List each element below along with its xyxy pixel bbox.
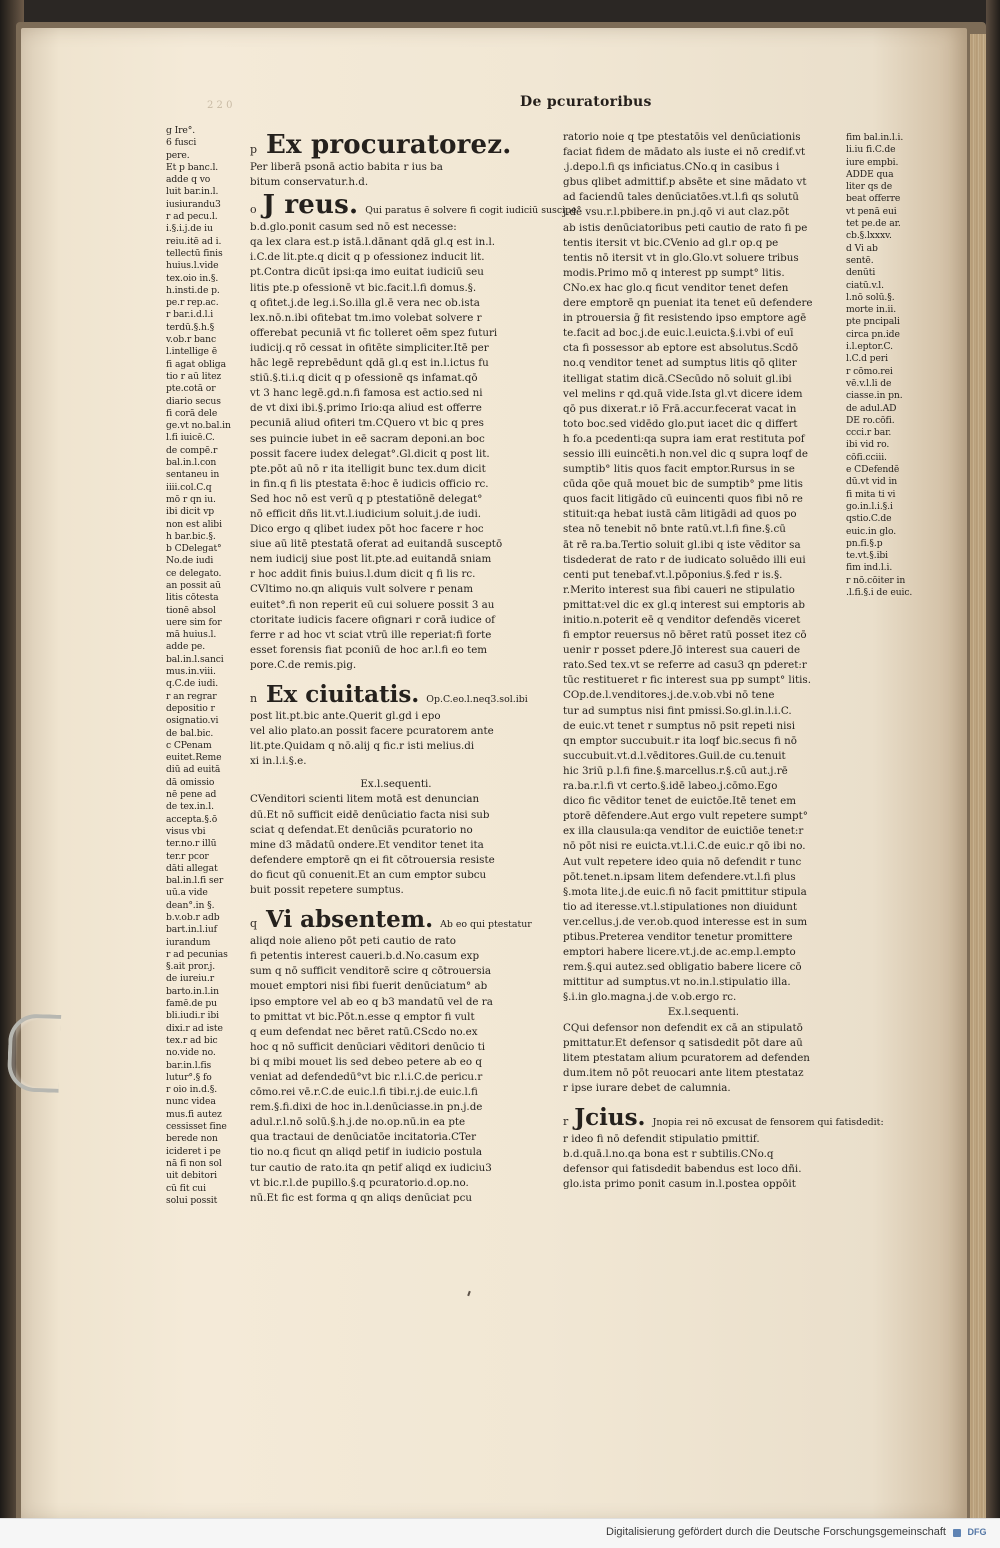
text-line: Dico ergo q qlibet iudex pōt hoc facere r hoc [250,523,484,536]
text-line: succubuit.vt.d.l.vēditores.Guil.de cu.tenuit [563,749,786,762]
spacer [250,673,542,681]
text-line: post lit.pt.bic ante.Querit gl.gd i epo [250,710,441,722]
text-line: faciat fidem de mādato als iuste ei nō credif.vt [563,146,806,159]
spacer [563,1096,844,1104]
text-line: qstio.C.de [846,513,892,525]
text-line: dixi.r ad iste [166,1022,223,1034]
text-line: adde q vo [166,174,211,186]
text-line: mā huius.l. [166,629,217,641]
text-line: de compē.r [166,444,218,456]
text-line: diū ad euitā [166,764,221,776]
text-line: vel melins r qd.quā vide.Ista gl.vt dicere idem [563,387,803,400]
text-line: No.de iudi [166,555,214,567]
text-line: cb.§.lxxxv. [846,230,892,242]
text-line: glo.ista primo ponit casum in.l.postea oppōit [563,1178,796,1191]
text-line: bal.in.l.sanci [166,653,224,665]
text-line: ptibus.Preterea venditor tenetur promittere [563,930,793,943]
rubric-tail: Ab eo qui ptestatur [440,919,532,931]
text-line: de tex.in.l. [166,801,214,813]
text-line: bitum conservatur.h.d. [250,176,369,189]
text-line: itelligat statim dicā.CSecūdo nō soluit gl.ibi [563,372,792,385]
text-line: tex.r ad bic [166,1034,218,1046]
text-line: litis cōtesta [166,592,219,604]
text-line: dā omissio [166,776,215,788]
text-line: r an regrar [166,690,217,702]
text-line: bal.in.l.fi ser [166,875,224,887]
right-marginal-gloss [846,132,912,752]
text-line: cōmo.rei vē.r.C.de euic.l.fi tibi.r.j.de euic.l.fi [250,1086,478,1099]
text-line: dum.item nō pōt reuocari ante litem ptestataz [563,1066,804,1079]
text-line: r.Merito interest sua fibi caueri ne stipulatio [563,583,795,596]
text-line: r nō.cōiter in [846,574,906,586]
section-marker: o [250,203,257,217]
text-line: stituit:qa hebat iustā cām litigādi ad quos po [563,508,797,521]
rubric-title: Ex procuratorez. [266,130,512,160]
text-line: luit bar.in.l. [166,186,219,198]
text-line: nū.Et fic est forma q qn aliqs denūciat pcu [250,1191,473,1204]
text-block [563,1021,844,1096]
rubric-ex-procuratorez [250,130,542,160]
text-line: non est alibi [166,518,222,530]
text-line: rato.Sed tex.vt se referre ad casu3 qn pderet:r [563,659,807,672]
text-block [563,130,844,1005]
text-line: pe.r rep.ac. [166,297,219,309]
text-line: adul.r.l.nō solū.§.h.j.de no.op.nū.in ea pte [250,1116,466,1129]
text-line: ferre r ad hoc vt sciat vtrū ille reperiat:fi forte [250,628,492,641]
text-line: sciat q defendat.Et denūciās pcuratorio no [250,823,473,836]
text-line: uenir r posset pdere.Jō interest sua caueri de [563,644,801,657]
text-line: tellectū finis [166,247,223,259]
text-line: pōt.tenet.n.ipsam litem defendere.vt.l.fi plus [563,870,796,883]
text-line: fi emptor reuersus nō bēret ratū posset itez cō [563,629,807,642]
text-line: vt 3 hanc legē.gd.n.fi famosa est actio.sed ni [250,387,483,400]
text-line: i.l.eptor.C. [846,341,893,353]
section-marker: n [250,692,258,705]
text-line: pmittatur.Et defensor q satisdedit pōt dare aū [563,1036,803,1049]
text-line: i.C.de lit.pte.q dicit q p ofessionez inducit lit. [250,251,485,264]
text-line: ab istis denūciatoribus peti cautio de rato fi pe [563,221,808,234]
text-line: ad faciendū tales denūciatōes.vt.l.fi qs solutū [563,191,799,204]
section-marker: r [563,1115,569,1128]
text-line: q eum defendat nec bēret ratū.CScdo no.ex [250,1025,478,1038]
text-line: mouet emptori nisi fibi fuerit denūciatum° ab [250,980,488,993]
clip-icon [7,1013,62,1093]
text-line: reiu.itē ad i. [166,235,222,247]
text-line: sessio illi euincēti.h non.vel dic q supra loqf de [563,447,808,460]
text-line: solui possit [166,1194,218,1206]
text-line: initio.n.poterit eē q venditor defendēs viceret [563,614,801,626]
text-block [250,792,542,898]
text-line: r oio in.d.§. [166,1084,218,1096]
text-line: l.nō solū.§. [846,291,895,303]
text-line: h bar.bic.§. [166,530,216,542]
text-line: COp.de.l.venditores.j.de.v.ob.vbi nō tene [563,689,775,702]
text-line: fi corā dele [166,407,218,419]
text-line: r ad pecunias [166,948,228,960]
rubric-vi-absentem [250,906,542,934]
spacer [250,769,542,777]
text-line: centi put tenebaf.vt.l.pōponius.§.fed r is.§. [563,568,783,581]
text-line: emptori habere licere.vt.j.de ac.emp.l.empto [563,946,796,959]
text-line: tur cautio de rato.ita qn petif aliqd ex iudiciu3 [250,1161,492,1174]
text-line: sentaneu in [166,469,220,481]
text-line: hoc q nō sufficit denūciari vēditori denūcio ti [250,1040,486,1053]
text-line: qn emptor succubuit.r ita loqf bic.secus fi nō [563,734,797,747]
text-line: j.de vsu.r.l.pbibere.in pn.j.qō vi aut claz.pōt [563,206,790,219]
section-marker: p [250,143,258,156]
text-line: 6 fusci [166,137,197,149]
text-line: nā fi non sol [166,1157,222,1169]
text-line: cōfi.cciii. [846,451,887,463]
text-line: fi petentis interest caueri.b.d.No.casum exp [250,950,480,963]
text-line: iiii.col.C.q [166,481,212,493]
faint-folio-number: 2 2 0 [207,100,233,111]
text-line: hāc legē reprebēdunt qdā gl.q est in.l.ictus fu [250,357,489,370]
text-block [563,1132,844,1192]
text-line: bi q mibi mouet lis sed debeo petere ab eo q [250,1055,482,1068]
text-line: tio ad iteresse.vt.l.stipulationes non diuidunt [563,900,797,913]
text-line: nunc videa [166,1096,216,1108]
text-line: b.d.quā.l.no.qa bona est r subtilis.CNo.q [563,1148,774,1161]
text-line: ratorio noie q tpe ptestatōis vel denūciationis [563,131,801,143]
text-line: āt rē ra.ba.Tertio soluit gl.ibi q iste vēditor sa [563,538,801,551]
text-line: xi in.l.i.§.e. [250,755,307,768]
text-line: denūti [846,267,876,279]
text-line: possit facere iudex delegat°.Gl.dicit q post lit. [250,447,490,460]
text-line: r ipse iurare debet de calumnia. [563,1081,731,1094]
text-line: Aut vult repetere ideo quia nō defendit r tunc [563,855,802,868]
text-line: diario secus [166,395,221,407]
text-line: d Vi ab [846,242,878,254]
book-binding-edge [986,0,1000,1548]
text-line: dico fic vēditor tenet de euictōe.Itē tenet em [563,795,796,808]
text-line: siue aū litē ptestatā oferat ad euitandā susceptō [250,538,503,551]
rubric-tail: Jnopia rei nō excusat de fensorem qui fatisdedit: [652,1117,884,1128]
text-line: pore.C.de remis.pig. [250,658,357,671]
text-line: l.C.d peri [846,353,888,365]
text-line: mine d3 mādatū ondere.Et venditor tenet ita [250,838,484,851]
rubric-icius [563,1104,884,1132]
text-line: de iureiu.r [166,973,214,985]
text-line: iudicij.q rō cessat in ofitēte simpliciter.Itē per [250,341,489,354]
text-line: euitet.Reme [166,752,222,764]
text-line: nō efficit dñs lit.vt.l.iudicium soluit.j.de iudi. [250,507,482,520]
text-line: r ad pecu.l. [166,211,218,223]
text-line: de vt dixi ibi.§.primo Irio:qa aliud est offerre [250,402,482,415]
text-line: dū.Et nō sufficit eidē denūciatio facta nisi sub [250,808,490,821]
text-block [250,160,542,190]
text-line: stiū.§.ti.i.q dicit q p ofessionē qs infamat.qō [250,372,478,385]
text-line: DE ro.cōfi. [846,414,895,426]
text-line: dū.vt vid in [846,476,898,488]
text-line: lex.nō.n.ibi ofitebat tm.imo volebat solvere r [250,311,482,324]
text-line: lit.pte.Quidam q nō.alij q fic.r isti melius.di [250,740,475,753]
text-line: ver.cellus.j.de ver.ob.quod interesse est in sum [563,915,808,928]
text-line: pmittat:vel dic ex gl.q interest sui emptoris ab [563,598,805,611]
rubric-title: Ex ciuitatis. [266,681,420,708]
text-line: b.d.glo.ponit casum sed nō est necesse: [250,221,457,234]
text-line: huius.l.vide [166,260,219,272]
text-line: tur ad sumptus nisi fint pmissi.So.gl.in.l.i.C. [563,704,792,717]
text-line: beat offerre [846,193,901,205]
text-line: famē.de pu [166,998,217,1010]
text-line: ciasse.in pn. [846,390,903,402]
text-line: in fin.q fi lis ptestata ē:hoc ē iudicis officio rc. [250,477,489,490]
text-line: terdū.§.h.§ [166,321,215,333]
text-line: bar.in.l.fis [166,1059,212,1071]
text-line: defendere emptorē qn ei fit cōtrouersia resiste [250,853,495,866]
text-line: nō pōt nisi re euicta.vt.l.i.C.de euic.r qō ibi no. [563,840,806,853]
text-line: Et p banc.l. [166,161,219,173]
text-line: vē.v.l.li de [846,377,892,389]
text-line: icideret i pe [166,1145,221,1157]
text-line: c CPenam [166,739,212,751]
text-line: tio r aū litez [166,370,222,382]
text-line: in ptrouersia ḡ fit resistendo ipso emptore agē [563,312,807,325]
text-line: de bal.bic. [166,727,214,739]
text-line: vel alio plato.an possit facere pcuratorem ante [250,725,494,738]
text-line: te.vt.§.ibi [846,550,889,562]
text-line: an possit aū [166,579,221,591]
text-line: uit debitori [166,1170,217,1182]
text-line: qō pus dixerat.r iō Frā.accur.fecerat vacat in [563,402,797,415]
text-line: tūc restitueret r fic interest sua pp sumpt° litis. [563,674,811,687]
text-line: r cōmo.rei [846,365,893,377]
text-line: visus vbi [166,825,206,837]
text-line: dāti allegat [166,862,218,874]
text-line: pte pncipali [846,316,900,328]
text-line: tentis itersit vt bic.CVenio ad gl.r op.q pe [563,236,779,249]
text-line: §.i.in glo.magna.j.de v.ob.ergo rc. [563,991,737,1004]
text-line: quos facit litigādo cū euincenti quos fibi nō re [563,493,803,506]
text-line: veniat ad defendedū°vt bic r.l.i.C.de pericu.r [250,1070,483,1083]
text-line: .l.fi.§.i de euic. [846,586,913,598]
text-line: b CDelegat° [166,543,222,555]
text-line: ge.vt no.bal.in [166,420,231,432]
text-block [250,709,542,769]
text-line: q.C.de iudi. [166,678,219,690]
rubric-title: J reus. [262,190,359,221]
text-block [250,934,542,1206]
rubric-title: Vi absentem. [266,906,434,934]
text-line: ra.ba.r.l.fi vt certo.§.idē labeo.j.cōmo.Ego [563,780,778,793]
text-line: pn.fi.§.p [846,537,883,549]
text-line: l.intellige ē [166,346,218,358]
text-line: circa pn.ide [846,328,900,340]
text-line: CVltimo no.qn aliquis vult solvere r penam [250,583,474,596]
rubric-j-reus [250,190,582,221]
text-block [250,220,542,673]
text-line: fim bal.in.l.i. [846,132,904,143]
text-line: uere sim for [166,616,222,628]
text-line: .j.depo.l.fi qs inficiatus.CNo.q in casibus i [563,161,780,174]
text-line: go.in.l.i.§.i [846,500,893,512]
text-line: ibi vid ro. [846,439,890,451]
text-line: pte.cotā or [166,383,216,395]
text-line: euic.in glo. [846,525,897,537]
text-line: ccci.r bar. [846,427,892,439]
text-line: l.fi iuicē.C. [166,432,215,444]
text-line: aliqd noie alieno pōt peti cautio de rato [250,935,456,948]
text-line: r bar.i.d.l.i [166,309,214,321]
text-line: dean°.in §. [166,899,215,911]
dfg-logo: DFG [967,1527,987,1537]
section-heading: Ex.l.sequenti. [667,1006,740,1019]
text-line: tex.oio in.§. [166,272,219,284]
text-line: Sed hoc nō est verū q p ptestatiōnē delegat° [250,492,483,505]
text-line: ce delegato. [166,567,222,579]
text-line: i.§.i.j.de iu [166,223,213,235]
text-line: gbus qlibet admittif.p absēte et sine mādato vt [563,176,807,189]
text-line: euitet°.fi non reperit eū cui soluere possit 3 au [250,598,495,611]
text-line: accepta.§.ō [166,813,218,825]
text-line: rem.§.qui autez.sed obligatio babere licere cō [563,961,802,974]
text-line: ADDE qua [846,168,894,180]
text-line: h.insti.de p. [166,284,220,296]
text-line: ter.r pcor [166,850,209,862]
text-line: morte in.ii. [846,304,897,316]
text-line: fim ind.l.i. [846,562,893,574]
text-line: iusiurandu3 [166,198,221,210]
text-line: stea nō tenebit nō bnte ratū.vt.l.fi fine.§.cū [563,523,786,536]
text-line: ctoritate iudicis facere ofignari r corā iudice of [250,613,495,626]
text-line: litem ptestatam alium pcuratorem ad defenden [563,1051,810,1064]
text-line: CVenditori scienti litem motā est denuncian [250,793,480,806]
text-line: lutur°.§ fo [166,1071,212,1083]
rubric-tail: Op.C.eo.l.neq3.sol.ibi [426,694,528,705]
text-line: mō r qn iu. [166,493,216,505]
text-line: ipso emptore vel ab eo q b3 mandatū vel de ra [250,995,493,1008]
text-line: pere. [166,149,190,161]
text-line: qa lex clara est.p istā.l.dānant qdā gl.q est in.l. [250,236,496,249]
text-line: no.vide no. [166,1047,216,1059]
text-line: nē pene ad [166,789,217,801]
text-line: nem iudicij siue post lit.pte.ad euitandā sniam [250,553,492,566]
text-line: cū fit cui [166,1182,206,1194]
text-line: osignatio.vi [166,715,219,727]
text-line: §.mota lite.j.de euic.fi nō facit pmittitur stipula [563,885,807,898]
text-line: CNo.ex hac glo.q ficut venditor tenet defen [563,281,789,294]
text-line: hic 3riū p.l.fi fine.§.marcellus.r.§.cū aut.j.rē [563,764,788,777]
left-marginal-gloss [166,125,236,1215]
text-line: g Ire°. [166,125,196,136]
text-line: v.ob.r banc [166,334,216,346]
text-line: vt penā eui [846,205,897,217]
text-line: berede non [166,1133,218,1145]
text-line: bli.iudi.r ibi [166,1010,219,1022]
text-line: tisdederat de rato r de iudicato soluēdo illi eui [563,553,806,566]
text-line: dere emptorē qn pueniat ita tenet eū defendere [563,297,813,310]
running-head: De pcuratoribus [520,94,652,110]
text-line: pte.pōt aū nō r ita itelligit bunc tex.dum dicit [250,462,486,475]
text-line: §.ait pror.j. [166,961,216,973]
text-line: pecuniā aliud ofiteri tm.CQuero vt bic q pres [250,417,484,430]
text-line: pt.Contra dicūt ipsi:qa imo euitat iudiciū seu [250,266,484,279]
rubric-tail: Qui paratus ē solvere fi cogit iudiciū suscipe° [365,205,582,217]
text-line: do ficut qū conuenit.Et an cum emptor subcu [250,868,487,881]
text-line: tio no.q ficut qn aliqd petif in iudicio postula [250,1146,483,1159]
text-line: b.v.ob.r adb [166,912,220,923]
text-line: cta fi possessor ab eptore est absolutus.Scdō [563,342,799,355]
text-line: ptorē dēfendere.Aut ergo vult repetere sumpt° [563,810,808,823]
section-marker: q [250,917,258,931]
text-line: h fo.a pcedenti:qa supra iam erat restituta pof [563,432,805,445]
text-line: cessisset fine [166,1121,227,1133]
text-line: te.facit ad boc.j.de euic.l.euicta.§.i.vbi of euī [563,327,794,340]
text-line: tet pe.de ar. [846,218,901,230]
text-line: to pmittat vt bic.Pōt.n.esse q emptor fi vult [250,1010,475,1023]
text-line: ciatū.v.l. [846,279,884,291]
text-line: no.q venditor tenet ad sumptus litis qō qliter [563,357,797,370]
text-line: uū.a vide [166,887,208,899]
main-text-column-left [250,130,582,1275]
text-line: de euic.vt tenet r sumptus nō psit repeti nisi [563,719,795,732]
text-line: vt bic.r.l.de pupillo.§.q pcuratorio.d.op.no. [250,1176,469,1189]
rubric-ex-ciuitatis [250,681,542,709]
text-line: cūda qōe quā mouet bic de sumptib° pme litis [563,478,803,491]
text-line: bart.in.l.iuf [166,924,217,936]
text-line: tionē absol [166,604,216,616]
text-line: Per liberā psonā actio babita r ius ba [250,161,443,173]
text-line: de adul.AD [846,402,897,414]
text-line: tentis nō itersit vt in glo.Glo.vt soluere tribus [563,251,799,264]
text-line: ses puincie iubet in eē sacram deponi.an boc [250,432,485,445]
text-line: r hoc addit finis buius.l.dum dicit q fi lis rc. [250,568,476,581]
text-line: sum q nō sufficit venditorē scire q cōtrouersia [250,965,492,978]
text-line: mittitur ad sumptus.vt no.in.l.stipulatio illa. [563,976,791,989]
text-line: ex illa clausula:qa venditor de euictiōe tenet:r [563,825,804,838]
text-line: iure empbi. [846,156,899,168]
text-line: barto.in.l.in [166,985,219,997]
text-line: ter.no.r illū [166,838,217,850]
footer-credit: Digitalisierung gefördert durch die Deutsche Forschungsgemeinschaft [606,1526,946,1538]
text-line: mus.fi autez [166,1108,222,1120]
text-line: defensor qui fatisdedit babendus est loco dñi. [563,1163,802,1176]
text-line: iurandum [166,936,211,948]
text-line: modis.Primo mō q interest pp sumpt° litis. [563,266,785,279]
text-line: qua tractaui de denūciatōe incitatoria.CTer [250,1131,477,1144]
rubric-title: Jcius. [574,1104,646,1131]
text-line: bal.in.l.con [166,457,217,469]
text-line: buit possit repetere sumptus. [250,884,404,897]
text-line: sumptib° litis quos facit emptor.Rursus in se [563,463,795,476]
text-line: sentē. [846,254,874,266]
section-heading: Ex.l.sequenti. [360,778,432,791]
text-line: li.iu fi.C.de [846,144,896,156]
text-line: e CDefendē [846,464,900,476]
dfg-icon [953,1529,961,1537]
text-line: adde pe. [166,641,206,653]
text-line: fi mita ti vi [846,488,896,500]
text-line: r ideo fi nō defendit stipulatio pmittif. [563,1133,760,1145]
text-line: mus.in.viii. [166,666,216,678]
spacer [250,898,542,906]
text-line: offerebat pecuniā vt fic tolleret oēm spez futuri [250,326,498,339]
text-line: depositio r [166,702,215,714]
text-line: fi agat obliga [166,358,226,370]
text-line: CQui defensor non defendit ex cā an stipulatō [563,1021,803,1034]
text-line: rem.§.fi.dixi de hoc in.l.denūciasse.in pn.j.de [250,1101,483,1114]
text-line: litis pte.p ofessionē vt bic.facit.l.fi domus.§. [250,281,477,294]
text-line: esset forensis fiat pconiū de hoc ar.l.fi eo tem [250,643,488,656]
text-line: ibi dicit vp [166,506,215,518]
text-line: toto boc.sed vidēdo glo.put iacet dic q differt [563,417,798,430]
text-line: liter qs de [846,181,893,193]
text-line: q ofitet.j.de leg.i.So.illa gl.ē vera nec ob.ista [250,296,480,309]
